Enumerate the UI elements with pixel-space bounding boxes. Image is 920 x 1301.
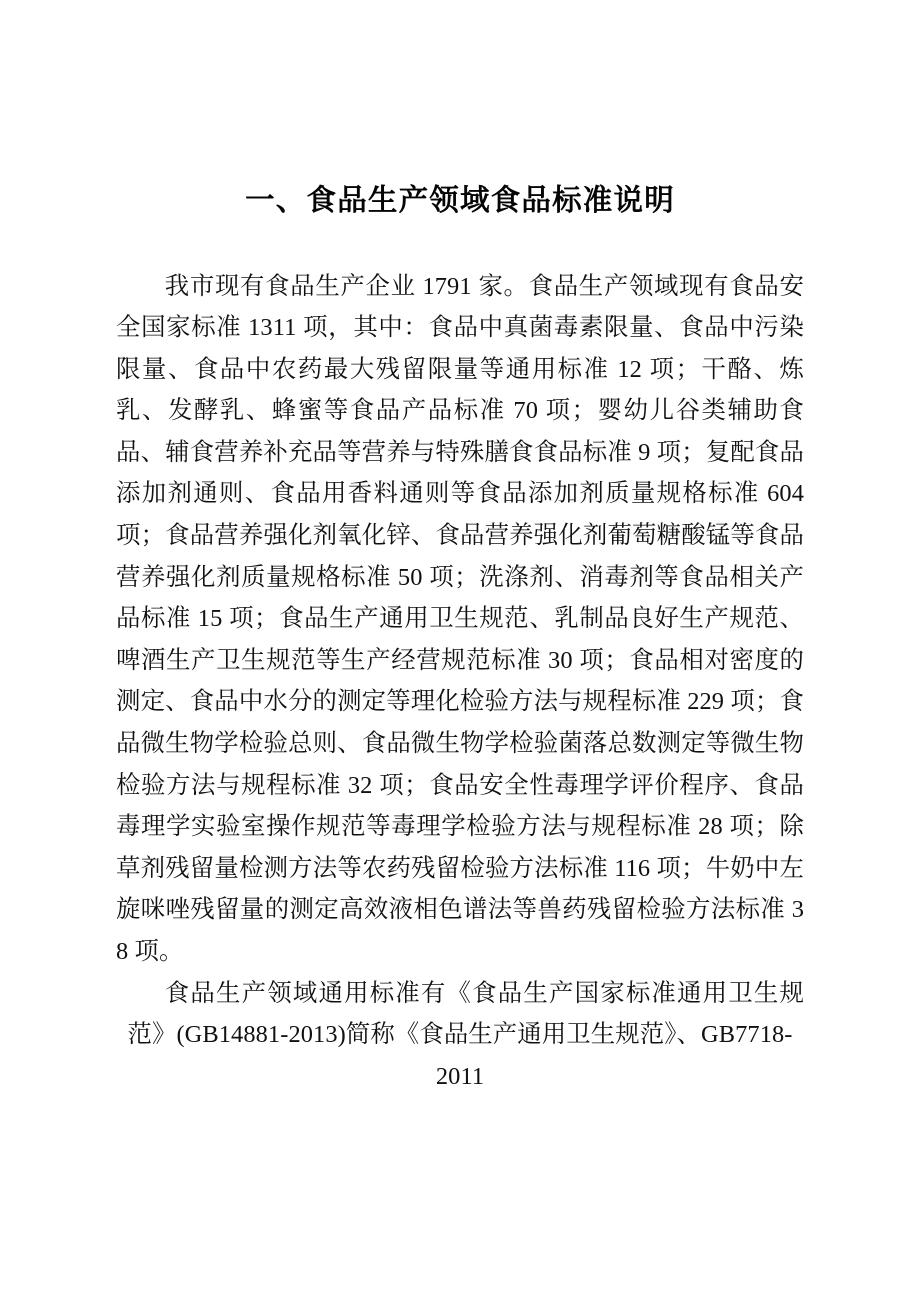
page-title: 一、食品生产领域食品标准说明 bbox=[245, 183, 675, 217]
paragraph-general-standards-text: 食品生产领域通用标准有《食品生产国家标准通用卫生规范》(GB14881-2013)简称《食品生产通用卫生规范》、GB7718- bbox=[127, 979, 804, 1049]
paragraph-overview-statistics: 我市现有食品生产企业 1791 家。食品生产领域现有食品安全国家标准 1311 项，其中：食品中真菌毒素限量、食品中污染限量、食品中农药最大残留限量等通用标准 12 项；干酪、炼乳、发酵乳、蜂蜜等食品产品标准 70 项；婴幼儿谷类辅助食品、辅食营养补充品等营养与特殊膳食食品标准 9 项；复配食品添加剂通则、食品用香料通则等食品添加剂质量规格标准 604 项；食品营养强化剂氧化锌、食品营养强化剂葡萄糖酸锰等食品营养强化剂质量规格标准 50 项；洗涤剂、消毒剂等食品相关产品标准 15 项；食品生产通用卫生规范、乳制品良好生产规范、啤酒生产卫生规范等生产经营规范标准 30 项；食品相对密度的测定、食品中水分的测定等理化检验方法与规程标准 229 项；食品微生物学检验总则、食品微生物学检验菌落总数测定等微生物检验方法与规程标准 32 项；食品安全性毒理学评价程序、食品毒理学实验室操作规范等毒理学检验方法与规程标准 28 项；除草剂残留量检测方法等农药残留检验方法标准 116 项；牛奶中左旋咪唑残留量的测定高效液相色谱法等兽药残留检验方法标准 38 项。 bbox=[116, 272, 804, 965]
paragraph-general-standards-tail: 2011 bbox=[435, 1062, 485, 1090]
paragraph-general-standards bbox=[116, 973, 804, 1098]
document-body bbox=[116, 0, 804, 1097]
